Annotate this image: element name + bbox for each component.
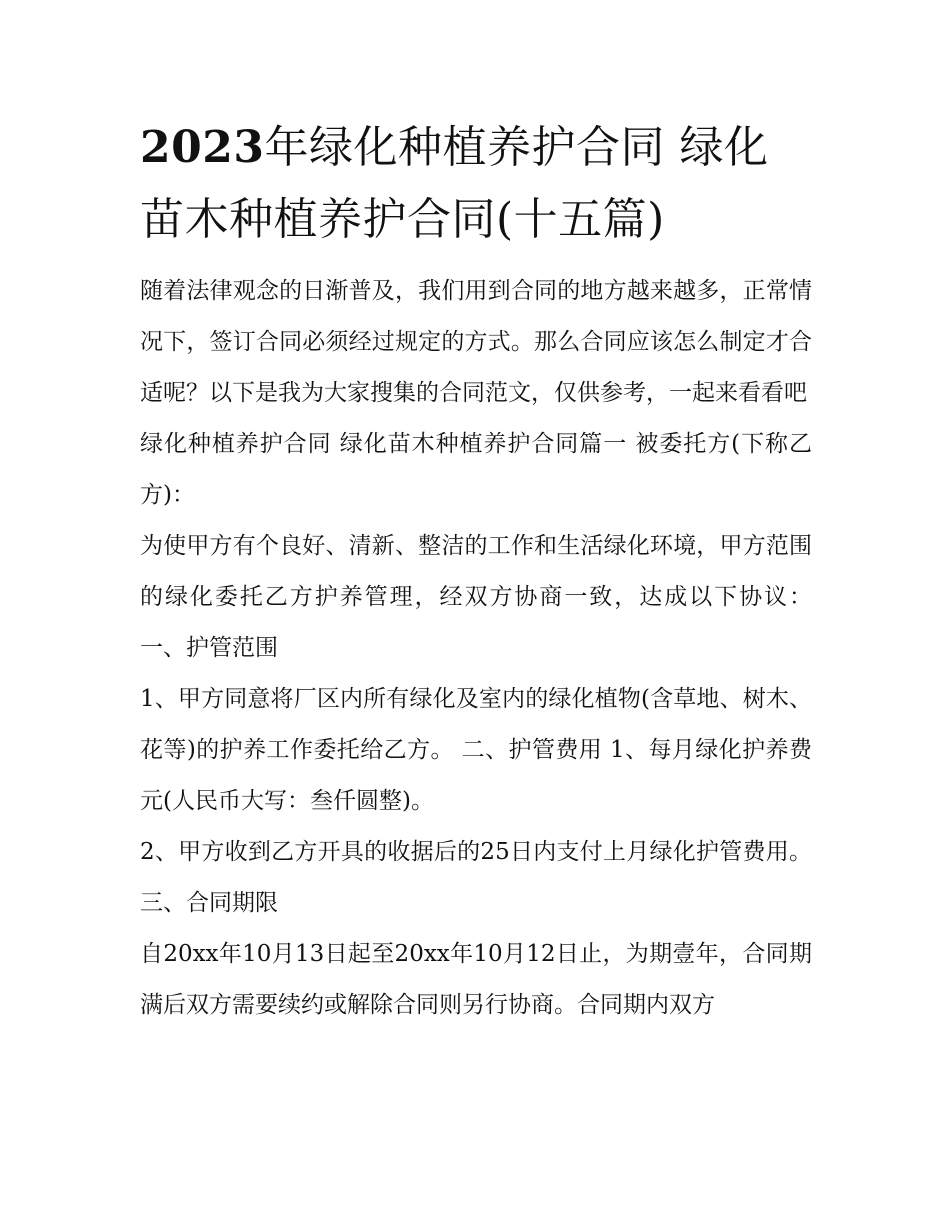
- scope-fee-paragraph: 1、甲方同意将厂区内所有绿化及室内的绿化植物(含草地、树木、花等)的护养工作委托给乙方。 二、护管费用 1、每月绿化护养费元(人民币大写：叁仟圆整)。: [140, 686, 812, 814]
- purpose-paragraph: 为使甲方有个良好、清新、整洁的工作和生活绿化环境，甲方范围的绿化委托乙方护养管理，经双方协商一致，达成以下协议： 一、护管范围: [140, 533, 812, 661]
- section-heading-paragraph: 绿化种植养护合同 绿化苗木种植养护合同篇一 被委托方(下称乙方)：: [140, 431, 812, 508]
- title-year: 2023: [140, 122, 265, 173]
- term-paragraph: 自20xx年10月13日起至20xx年10月12日止，为期壹年，合同期满后双方需要续约或解除合同则另行协商。合同期内双方: [140, 941, 812, 1018]
- document-page: [140, 112, 812, 1031]
- payment-paragraph: 2、甲方收到乙方开具的收据后的25日内支付上月绿化护管费用。 三、合同期限: [140, 839, 812, 916]
- intro-paragraph: 随着法律观念的日渐普及，我们用到合同的地方越来越多，正常情况下，签订合同必须经过规定的方式。那么合同应该怎么制定才合适呢？以下是我为大家搜集的合同范文，仅供参考，一起来看看吧: [140, 278, 812, 406]
- document-title: [140, 112, 812, 256]
- title-text: 年绿化种植养护合同 绿化苗木种植养护合同(十五篇): [140, 122, 769, 245]
